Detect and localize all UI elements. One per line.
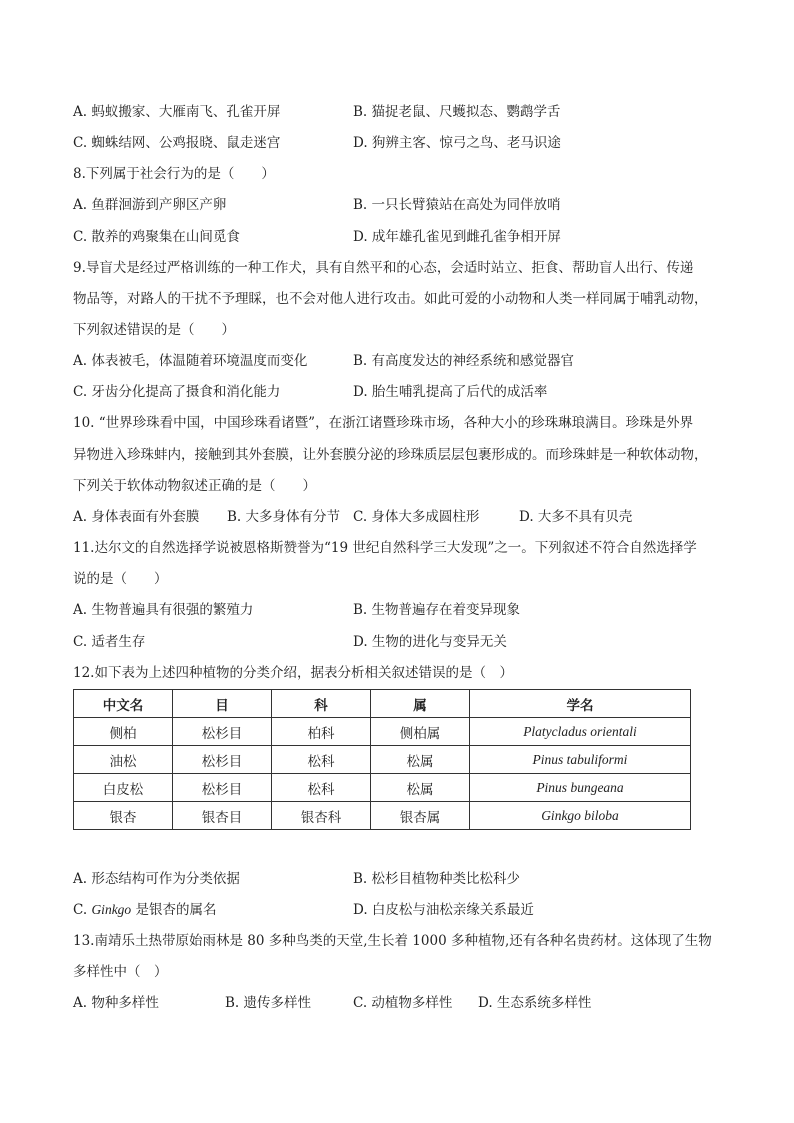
cell-genus: 松属 [371, 746, 470, 774]
table-row [74, 802, 691, 830]
cell-scientific-name: Pinus tabuliformi [470, 746, 691, 774]
q11-option-a: A. 生物普遍具有很强的繁殖力 [73, 602, 254, 618]
cell-family: 松科 [272, 746, 371, 774]
q7-option-b: B. 猫捉老鼠、尺蠖拟态、鹦鹉学舌 [353, 104, 561, 120]
q13-option-d: D. 生态系统多样性 [478, 995, 592, 1011]
q10-option-c: C. 身体大多成圆柱形 [353, 509, 480, 525]
classification-table [73, 689, 691, 830]
table-row [74, 746, 691, 774]
q7-option-d: D. 狗辨主客、惊弓之鸟、老马识途 [353, 135, 561, 151]
q13-option-a: A. 物种多样性 [73, 995, 159, 1011]
header-order: 目 [173, 690, 272, 718]
header-scientific-name: 学名 [470, 690, 691, 718]
q12-option-c [73, 900, 216, 920]
q10-stem-line1: 10. “世界珍珠看中国，中国珍珠看诸暨”，在浙江诸暨珍珠市场，各种大小的珍珠琳琅满目。珍珠是外界 [73, 415, 694, 431]
q8-option-c: C. 散养的鸡聚集在山间觅食 [73, 229, 240, 245]
q13-stem-line2: 多样性中（ ） [73, 964, 168, 980]
header-family: 科 [272, 690, 371, 718]
q12-stem: 12.如下表为上述四种植物的分类介绍，据表分析相关叙述错误的是（ ） [73, 665, 513, 681]
header-genus: 属 [371, 690, 470, 718]
q11-option-d: D. 生物的进化与变异无关 [353, 634, 507, 650]
cell-chinese-name: 油松 [74, 746, 173, 774]
q9-stem-line2: 物品等，对路人的干扰不予理睬，也不会对他人进行攻击。如此可爱的小动物和人类一样同属于哺乳动物， [73, 291, 708, 307]
table-header-row [74, 690, 691, 718]
q12-option-c-genus: Ginkgo [91, 902, 132, 917]
cell-genus: 侧柏属 [371, 718, 470, 746]
q9-option-c: C. 牙齿分化提高了摄食和消化能力 [73, 384, 281, 400]
q10-stem-line3: 下列关于软体动物叙述正确的是（ ） [73, 478, 316, 494]
cell-order: 松杉目 [173, 774, 272, 802]
q13-stem-line1: 13.南靖乐土热带原始雨林是 80 多种鸟类的天堂,生长着 1000 多种植物,还有各种名贵药材。这体现了生物 [73, 933, 712, 949]
q8-option-a: A. 鱼群洄游到产卵区产卵 [73, 197, 227, 213]
table-row [74, 718, 691, 746]
cell-family: 柏科 [272, 718, 371, 746]
q9-stem-line3: 下列叙述错误的是（ ） [73, 322, 235, 338]
q9-option-d: D. 胎生哺乳提高了后代的成活率 [353, 384, 548, 400]
q11-option-b: B. 生物普遍存在着变异现象 [353, 602, 521, 618]
cell-order: 银杏目 [173, 802, 272, 830]
q10-option-b: B. 大多身体有分节 [227, 509, 341, 525]
q7-option-a: A. 蚂蚁搬家、大雁南飞、孔雀开屏 [73, 104, 281, 120]
q8-option-d: D. 成年雄孔雀见到雌孔雀争相开屏 [353, 229, 561, 245]
cell-order: 松杉目 [173, 746, 272, 774]
q12-option-d: D. 白皮松与油松亲缘关系最近 [353, 902, 534, 918]
q11-stem-line2: 说的是（ ） [73, 571, 168, 587]
cell-chinese-name: 白皮松 [74, 774, 173, 802]
q13-option-c: C. 动植物多样性 [353, 995, 453, 1011]
q12-option-c-prefix: C. [73, 902, 92, 918]
cell-genus: 松属 [371, 774, 470, 802]
cell-order: 松杉目 [173, 718, 272, 746]
q11-stem-line1: 11.达尔文的自然选择学说被恩格斯赞誉为“19 世纪自然科学三大发现”之一。下列叙述不符合自然选择学 [73, 540, 697, 556]
cell-scientific-name: Pinus bungeana [470, 774, 691, 802]
q11-option-c: C. 适者生存 [73, 634, 146, 650]
header-chinese-name: 中文名 [74, 690, 173, 718]
q10-stem-line2: 异物进入珍珠蚌内，接触到其外套膜，让外套膜分泌的珍珠质层层包裹形成的。而珍珠蚌是一种软体动物， [73, 447, 708, 463]
table-row [74, 774, 691, 802]
q7-option-c: C. 蜘蛛结网、公鸡报晓、鼠走迷宫 [73, 135, 281, 151]
q10-option-a: A. 身体表面有外套膜 [73, 509, 200, 525]
cell-family: 银杏科 [272, 802, 371, 830]
q10-option-d: D. 大多不具有贝壳 [519, 509, 633, 525]
cell-chinese-name: 侧柏 [74, 718, 173, 746]
q9-stem-line1: 9.导盲犬是经过严格训练的一种工作犬，具有自然平和的心态，会适时站立、拒食、帮助盲人出行、传递 [73, 260, 694, 276]
q12-option-a: A. 形态结构可作为分类依据 [73, 871, 240, 887]
cell-scientific-name: Platycladus orientali [470, 718, 691, 746]
cell-genus: 银杏属 [371, 802, 470, 830]
q12-option-c-suffix: 是银杏的属名 [131, 902, 217, 918]
cell-scientific-name: Ginkgo biloba [470, 802, 691, 830]
q12-option-b: B. 松杉目植物种类比松科少 [353, 871, 521, 887]
q9-option-b: B. 有高度发达的神经系统和感觉器官 [353, 353, 575, 369]
q13-option-b: B. 遗传多样性 [225, 995, 312, 1011]
q8-option-b: B. 一只长臂猿站在高处为同伴放哨 [353, 197, 561, 213]
cell-family: 松科 [272, 774, 371, 802]
q9-option-a: A. 体表被毛，体温随着环境温度而变化 [73, 353, 308, 369]
q8-stem: 8.下列属于社会行为的是（ ） [73, 166, 275, 182]
cell-chinese-name: 银杏 [74, 802, 173, 830]
